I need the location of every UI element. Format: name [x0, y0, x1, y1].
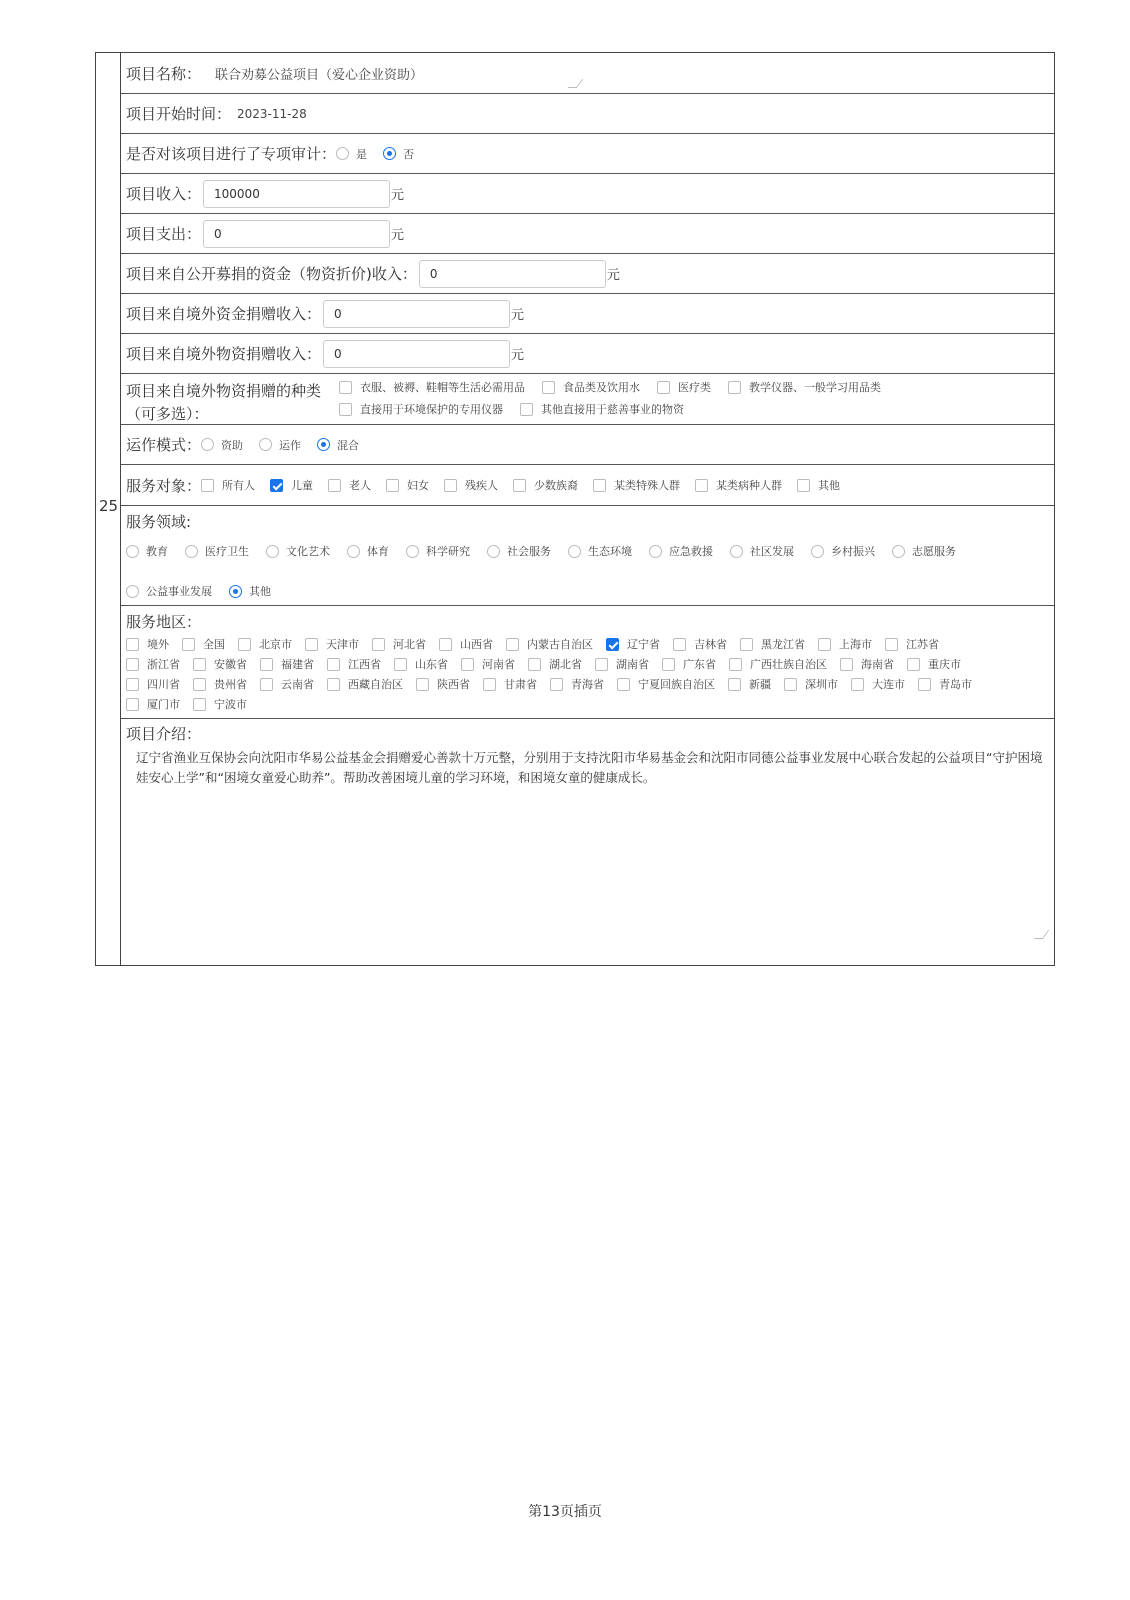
- service-region-option[interactable]: [327, 676, 403, 692]
- operation-mode-options: [201, 437, 359, 453]
- checkbox-icon[interactable]: [193, 678, 206, 691]
- checkbox-icon[interactable]: [201, 479, 214, 492]
- service-region-option[interactable]: [740, 636, 805, 652]
- goods-type-option-label: 衣服、被褥、鞋帽等生活必需用品: [360, 381, 525, 394]
- service-target-option-label: 少数族裔: [534, 479, 579, 492]
- overseas-fund-row: [121, 294, 1054, 334]
- radio-button-icon[interactable]: [317, 438, 330, 451]
- checkbox-icon[interactable]: [520, 403, 533, 416]
- checkbox-icon[interactable]: [606, 638, 619, 651]
- radio-button-icon[interactable]: [568, 545, 581, 558]
- radio-button-icon[interactable]: [383, 147, 396, 160]
- overseas-goods-types-label: [126, 374, 339, 424]
- radio-button-icon[interactable]: [259, 438, 272, 451]
- service-target-option[interactable]: [513, 477, 578, 493]
- service-region-option-label: 内蒙古自治区: [527, 638, 593, 651]
- service-target-option-label: 所有人: [222, 479, 256, 492]
- service-region-option-label: 陕西省: [437, 678, 470, 691]
- checkbox-icon[interactable]: [818, 638, 831, 651]
- service-region-option[interactable]: [193, 676, 247, 692]
- service-region-option[interactable]: [126, 696, 180, 712]
- operation-mode-label: 运作模式：: [126, 436, 202, 454]
- page-footer: 第13页插页: [528, 1504, 602, 1520]
- form-content: [121, 53, 1054, 965]
- resize-handle-icon[interactable]: [1034, 930, 1049, 939]
- service-field-option-label: 科学研究: [426, 545, 470, 558]
- checkbox-icon[interactable]: [339, 403, 352, 416]
- service-field-options-row2: [126, 583, 1054, 599]
- service-region-option[interactable]: [305, 636, 359, 652]
- overseas-goods-types-label-line1: 项目来自境外物资捐赠的种类: [126, 382, 322, 400]
- income-row: [121, 174, 1054, 214]
- service-field-option[interactable]: [892, 543, 956, 559]
- income-label: 项目收入：: [126, 185, 202, 203]
- income-unit: 元: [391, 188, 405, 203]
- project-name-field[interactable]: 联合劝募公益项目（爱心企业资助）: [215, 67, 424, 83]
- service-field-option-label: 乡村振兴: [831, 545, 875, 558]
- service-field-option[interactable]: [347, 543, 389, 559]
- service-region-option[interactable]: [193, 696, 247, 712]
- service-field-option[interactable]: [266, 543, 330, 559]
- service-region-option[interactable]: [784, 676, 838, 692]
- service-region-option-label: 宁波市: [214, 698, 247, 711]
- service-target-option[interactable]: [695, 477, 782, 493]
- radio-button-icon[interactable]: [730, 545, 743, 558]
- service-region-option-label: 天津市: [326, 638, 359, 651]
- audit-option[interactable]: [336, 146, 367, 162]
- checkbox-icon[interactable]: [193, 658, 206, 671]
- overseas-goods-types-row1: [339, 379, 881, 395]
- checkbox-icon[interactable]: [617, 678, 630, 691]
- service-target-option-label: 妇女: [407, 479, 430, 492]
- checkbox-icon[interactable]: [305, 638, 318, 651]
- service-region-option-label: 重庆市: [928, 658, 961, 671]
- service-target-option-label: 其他: [818, 479, 841, 492]
- service-field-option-label: 文化艺术: [286, 545, 330, 558]
- checkbox-icon[interactable]: [695, 479, 708, 492]
- operation-mode-option-label: 混合: [337, 438, 360, 452]
- overseas-goods-types-options: [339, 374, 881, 417]
- audit-row: [121, 134, 1054, 174]
- start-time-value: 2023-11-28: [237, 106, 307, 121]
- checkbox-icon[interactable]: [126, 638, 139, 651]
- service-region-option-label: 上海市: [839, 638, 872, 651]
- service-region-row: [121, 606, 1054, 719]
- goods-type-option[interactable]: [339, 401, 503, 417]
- checkbox-icon[interactable]: [918, 678, 931, 691]
- service-field-option[interactable]: [406, 543, 470, 559]
- goods-type-option[interactable]: [657, 379, 711, 395]
- service-region-option[interactable]: [416, 676, 470, 692]
- service-region-option-label: 青岛市: [939, 678, 972, 691]
- overseas-goods-row: [121, 334, 1054, 374]
- service-target-option[interactable]: [328, 477, 371, 493]
- service-region-option[interactable]: [327, 656, 381, 672]
- overseas-goods-types-row: [121, 374, 1054, 425]
- service-field-option-label: 体育: [367, 545, 389, 558]
- intro-row: [121, 719, 1054, 945]
- checkbox-icon[interactable]: [907, 658, 920, 671]
- checkbox-icon[interactable]: [542, 381, 555, 394]
- service-region-option-label: 河南省: [482, 658, 515, 671]
- service-region-option-label: 厦门市: [147, 698, 180, 711]
- goods-type-option[interactable]: [728, 379, 881, 395]
- operation-mode-option[interactable]: [317, 437, 359, 453]
- intro-label: 项目介绍：: [126, 725, 202, 743]
- service-region-option[interactable]: [126, 676, 180, 692]
- service-region-option-label: 四川省: [147, 678, 180, 691]
- service-region-option[interactable]: [662, 656, 716, 672]
- service-region-option-label: 吉林省: [694, 638, 727, 651]
- service-region-option[interactable]: [550, 676, 604, 692]
- service-target-option-label: 某类特殊人群: [614, 479, 681, 492]
- expense-unit: 元: [391, 228, 405, 243]
- service-target-option[interactable]: [386, 477, 429, 493]
- audit-options: [336, 146, 414, 162]
- service-region-option-label: 宁夏回族自治区: [638, 678, 715, 691]
- service-target-option[interactable]: [593, 477, 680, 493]
- service-region-options-row: [126, 694, 1054, 714]
- service-region-label: 服务地区：: [126, 613, 202, 631]
- service-region-option-label: 河北省: [393, 638, 426, 651]
- service-region-option[interactable]: [728, 676, 771, 692]
- goods-type-option[interactable]: [520, 401, 684, 417]
- service-field-option-label: 生态环境: [588, 545, 632, 558]
- goods-type-option-label: 其他直接用于慈善事业的物资: [541, 403, 684, 416]
- service-region-option[interactable]: [439, 636, 493, 652]
- operation-mode-option-label: 运作: [279, 438, 302, 452]
- goods-type-option[interactable]: [542, 379, 640, 395]
- service-region-option[interactable]: [372, 636, 426, 652]
- audit-label: 是否对该项目进行了专项审计：: [126, 145, 337, 163]
- service-field-option[interactable]: [126, 543, 168, 559]
- service-region-option-label: 湖北省: [549, 658, 582, 671]
- checkbox-icon[interactable]: [260, 678, 273, 691]
- project-name-label: 项目名称：: [126, 64, 202, 83]
- checkbox-icon[interactable]: [439, 638, 452, 651]
- service-region-option[interactable]: [260, 656, 314, 672]
- checkbox-icon[interactable]: [728, 381, 741, 394]
- intro-text[interactable]: 辽宁省渔业互保协会向沈阳市华易公益基金会捐赠爱心善款十万元整，分别用于支持沈阳市华易基金会和沈阳市同德公益事业发展中心联合发起的公益项目“守护困境娃安心上学”和“困境女童爱心助养”。帮助改善困境儿童的学习环境，和困境女童的健康成长。: [136, 750, 1043, 785]
- service-field-option-label: 社会服务: [507, 545, 551, 558]
- public-fundraising-row: [121, 254, 1054, 294]
- service-field-option[interactable]: [811, 543, 875, 559]
- checkbox-icon[interactable]: [182, 638, 195, 651]
- radio-button-icon[interactable]: [229, 585, 242, 598]
- service-target-option[interactable]: [444, 477, 498, 493]
- service-region-option-label: 湖南省: [616, 658, 649, 671]
- public-fundraising-input[interactable]: 0: [419, 260, 606, 288]
- public-fundraising-unit: 元: [606, 268, 620, 283]
- overseas-goods-types-label-line2: （可多选）：: [126, 405, 209, 423]
- overseas-goods-types-row2: [339, 401, 881, 417]
- service-field-option[interactable]: [126, 583, 212, 599]
- service-region-option[interactable]: [260, 676, 314, 692]
- radio-button-icon[interactable]: [201, 438, 214, 451]
- service-target-option-label: 某类病种人群: [716, 479, 783, 492]
- overseas-goods-label: 项目来自境外物资捐赠收入：: [126, 345, 322, 363]
- start-time-label: 项目开始时间：: [126, 105, 232, 123]
- service-region-option[interactable]: [606, 636, 660, 652]
- service-region-option-label: 云南省: [281, 678, 314, 691]
- service-field-option-label: 教育: [146, 545, 168, 558]
- service-target-option-label: 儿童: [291, 479, 314, 492]
- checkbox-icon[interactable]: [885, 638, 898, 651]
- service-region-option[interactable]: [818, 636, 872, 652]
- service-field-row: [121, 506, 1054, 606]
- income-input[interactable]: 100000: [203, 180, 390, 208]
- row-number: 25: [99, 497, 119, 515]
- service-region-option-label: 大连市: [872, 678, 905, 691]
- service-field-label: 服务领域:: [126, 513, 192, 531]
- checkbox-icon[interactable]: [260, 658, 273, 671]
- operation-mode-option-label: 资助: [221, 438, 244, 452]
- service-region-option-label: 广西壮族自治区: [750, 658, 827, 671]
- radio-button-icon[interactable]: [126, 585, 139, 598]
- audit-option-label: 是: [356, 147, 368, 161]
- service-region-option-label: 青海省: [571, 678, 604, 691]
- service-region-option-label: 海南省: [861, 658, 894, 671]
- overseas-fund-unit: 元: [511, 308, 525, 323]
- checkbox-icon[interactable]: [461, 658, 474, 671]
- checkbox-icon[interactable]: [797, 479, 810, 492]
- service-field-option-label: 公益事业发展: [146, 585, 212, 598]
- radio-button-icon[interactable]: [406, 545, 419, 558]
- checkbox-icon[interactable]: [238, 638, 251, 651]
- service-region-option[interactable]: [182, 636, 225, 652]
- checkbox-icon[interactable]: [729, 658, 742, 671]
- checkbox-icon[interactable]: [193, 698, 206, 711]
- service-region-option[interactable]: [528, 656, 582, 672]
- service-region-option[interactable]: [126, 636, 169, 652]
- service-region-option-label: 山东省: [415, 658, 448, 671]
- service-target-option-label: 老人: [349, 479, 372, 492]
- service-region-option[interactable]: [238, 636, 292, 652]
- radio-button-icon[interactable]: [487, 545, 500, 558]
- service-region-option[interactable]: [851, 676, 905, 692]
- service-target-options: [201, 477, 840, 493]
- service-region-option-label: 贵州省: [214, 678, 247, 691]
- service-field-option-label: 应急救援: [669, 545, 713, 558]
- service-region-options-row: [126, 674, 1054, 694]
- service-field-option[interactable]: [185, 543, 249, 559]
- audit-option-label: 否: [403, 147, 415, 161]
- start-time-row: [121, 94, 1054, 134]
- service-field-option-label: 社区发展: [750, 545, 794, 558]
- goods-type-option-label: 直接用于环境保护的专用仪器: [360, 403, 503, 416]
- service-region-option-label: 江西省: [348, 658, 381, 671]
- checkbox-icon[interactable]: [394, 658, 407, 671]
- service-region-option-label: 江苏省: [906, 638, 939, 651]
- public-fundraising-label: 项目来自公开募捐的资金（物资折价)收入：: [126, 265, 417, 283]
- checkbox-icon[interactable]: [740, 638, 753, 651]
- resize-handle-icon[interactable]: [568, 79, 583, 88]
- service-region-option[interactable]: [918, 676, 972, 692]
- checkbox-icon[interactable]: [327, 678, 340, 691]
- service-target-option-label: 残疾人: [465, 479, 499, 492]
- checkbox-icon[interactable]: [444, 479, 457, 492]
- checkbox-icon[interactable]: [339, 381, 352, 394]
- checkbox-icon[interactable]: [662, 658, 675, 671]
- goods-type-option-label: 食品类及饮用水: [563, 381, 640, 394]
- service-target-option[interactable]: [201, 477, 255, 493]
- audit-option[interactable]: [383, 146, 414, 162]
- service-field-option[interactable]: [649, 543, 713, 559]
- checkbox-icon[interactable]: [595, 658, 608, 671]
- service-region-option[interactable]: [673, 636, 727, 652]
- service-region-option[interactable]: [729, 656, 827, 672]
- checkbox-icon[interactable]: [528, 658, 541, 671]
- checkbox-icon[interactable]: [270, 479, 283, 492]
- row-number-column: [96, 53, 121, 965]
- service-region-option-label: 西藏自治区: [348, 678, 403, 691]
- operation-mode-option[interactable]: [259, 437, 301, 453]
- service-region-option-label: 境外: [147, 638, 169, 651]
- service-region-options: [126, 634, 1054, 714]
- checkbox-icon[interactable]: [506, 638, 519, 651]
- service-target-label: 服务对象：: [126, 476, 202, 495]
- service-region-option[interactable]: [885, 636, 939, 652]
- checkbox-icon[interactable]: [840, 658, 853, 671]
- service-region-option[interactable]: [394, 656, 448, 672]
- service-region-option[interactable]: [483, 676, 537, 692]
- service-region-option-label: 新疆: [749, 678, 771, 691]
- service-field-option[interactable]: [730, 543, 794, 559]
- service-field-option-label: 志愿服务: [912, 545, 956, 558]
- radio-button-icon[interactable]: [266, 545, 279, 558]
- checkbox-icon[interactable]: [728, 678, 741, 691]
- service-field-option[interactable]: [229, 583, 271, 599]
- checkbox-icon[interactable]: [416, 678, 429, 691]
- checkbox-icon[interactable]: [851, 678, 864, 691]
- radio-button-icon[interactable]: [649, 545, 662, 558]
- checkbox-icon[interactable]: [784, 678, 797, 691]
- overseas-fund-label: 项目来自境外资金捐赠收入：: [126, 305, 322, 323]
- service-region-option[interactable]: [193, 656, 247, 672]
- service-region-option-label: 黑龙江省: [761, 638, 805, 651]
- checkbox-icon[interactable]: [483, 678, 496, 691]
- service-region-option-label: 北京市: [259, 638, 292, 651]
- checkbox-icon[interactable]: [126, 678, 139, 691]
- service-region-option-label: 辽宁省: [627, 638, 660, 651]
- goods-type-option-label: 教学仪器、一般学习用品类: [749, 381, 881, 394]
- service-field-option[interactable]: [568, 543, 632, 559]
- service-field-option-label: 其他: [249, 585, 271, 598]
- service-field-option[interactable]: [487, 543, 551, 559]
- service-region-option[interactable]: [126, 656, 180, 672]
- operation-mode-option[interactable]: [201, 437, 243, 453]
- service-region-option[interactable]: [595, 656, 649, 672]
- service-target-option[interactable]: [270, 477, 313, 493]
- radio-button-icon[interactable]: [892, 545, 905, 558]
- service-region-option[interactable]: [506, 636, 593, 652]
- service-region-option[interactable]: [617, 676, 715, 692]
- checkbox-icon[interactable]: [673, 638, 686, 651]
- checkbox-icon[interactable]: [372, 638, 385, 651]
- expense-label: 项目支出：: [126, 225, 202, 243]
- project-name-row: [121, 53, 1054, 94]
- service-target-row: [121, 465, 1054, 506]
- checkbox-icon[interactable]: [328, 479, 341, 492]
- checkbox-icon[interactable]: [327, 658, 340, 671]
- overseas-fund-input[interactable]: 0: [323, 300, 510, 328]
- service-target-option[interactable]: [797, 477, 840, 493]
- form-table: [95, 52, 1055, 966]
- expense-input[interactable]: 0: [203, 220, 390, 248]
- checkbox-icon[interactable]: [513, 479, 526, 492]
- service-field-options-row1: [126, 543, 1054, 559]
- checkbox-icon[interactable]: [126, 658, 139, 671]
- service-region-option-label: 安徽省: [214, 658, 247, 671]
- checkbox-icon[interactable]: [550, 678, 563, 691]
- service-region-option-label: 福建省: [281, 658, 314, 671]
- checkbox-icon[interactable]: [657, 381, 670, 394]
- goods-type-option-label: 医疗类: [678, 381, 711, 394]
- checkbox-icon[interactable]: [593, 479, 606, 492]
- radio-button-icon[interactable]: [347, 545, 360, 558]
- service-region-option[interactable]: [907, 656, 961, 672]
- service-region-option-label: 山西省: [460, 638, 493, 651]
- checkbox-icon[interactable]: [386, 479, 399, 492]
- service-region-option-label: 全国: [203, 638, 225, 651]
- radio-button-icon[interactable]: [185, 545, 198, 558]
- operation-mode-row: [121, 425, 1054, 465]
- service-region-options-row: [126, 634, 1054, 654]
- expense-row: [121, 214, 1054, 254]
- radio-button-icon[interactable]: [126, 545, 139, 558]
- service-region-option-label: 浙江省: [147, 658, 180, 671]
- radio-button-icon[interactable]: [336, 147, 349, 160]
- service-region-option[interactable]: [840, 656, 894, 672]
- overseas-goods-input[interactable]: 0: [323, 340, 510, 368]
- service-region-option-label: 广东省: [683, 658, 716, 671]
- service-region-option[interactable]: [461, 656, 515, 672]
- service-region-option-label: 深圳市: [805, 678, 838, 691]
- radio-button-icon[interactable]: [811, 545, 824, 558]
- overseas-goods-unit: 元: [511, 348, 525, 363]
- service-field-option-label: 医疗卫生: [205, 545, 249, 558]
- goods-type-option[interactable]: [339, 379, 525, 395]
- service-region-options-row: [126, 654, 1054, 674]
- checkbox-icon[interactable]: [126, 698, 139, 711]
- service-region-option-label: 甘肃省: [504, 678, 537, 691]
